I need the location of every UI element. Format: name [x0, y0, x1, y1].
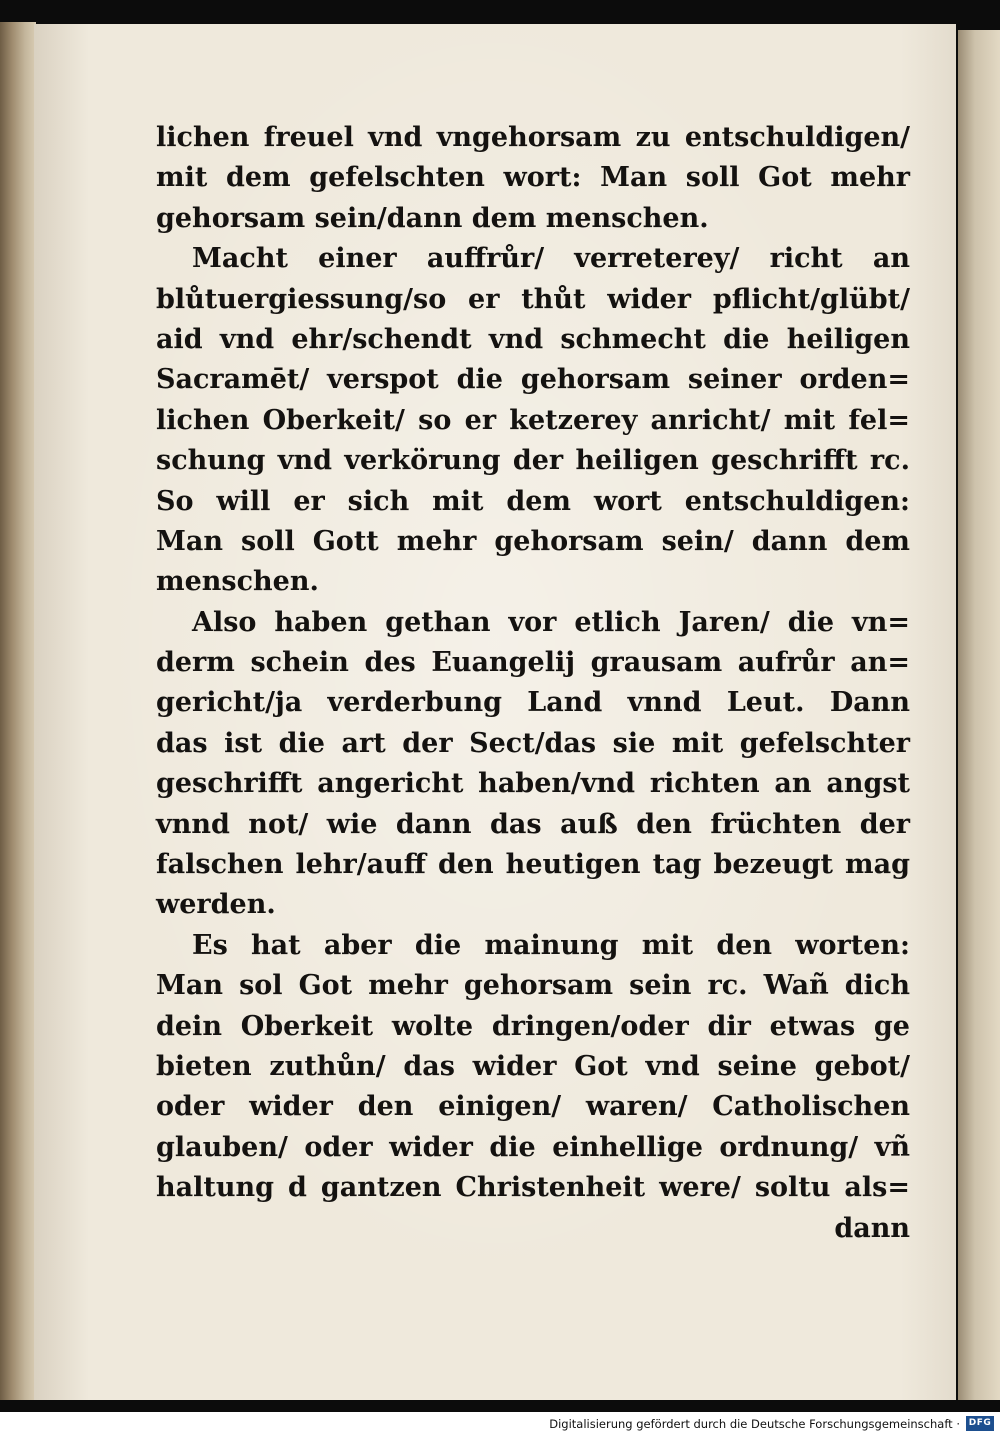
- text-line: menschen.: [156, 566, 319, 598]
- text-line: Es hat aber die mainung mit den worten:: [192, 929, 910, 961]
- catchword: dann: [834, 1212, 910, 1244]
- text-line: falschen lehr/auff den heutigen tag bezeugt mag: [156, 849, 910, 881]
- text-line: dein Oberkeit wolte dringen/oder dir etwas ge: [156, 1010, 910, 1042]
- text-line: haltung d gantzen Christenheit were/ soltu als=: [156, 1172, 910, 1204]
- footer-bar: [0, 1412, 1000, 1437]
- text-line: gehorsam sein/dann dem menschen.: [156, 202, 709, 234]
- text-line: gericht/ja verderbung Land vnnd Leut. Dann: [156, 687, 910, 719]
- dfg-logo-icon: DFG: [966, 1416, 994, 1431]
- text-line: Man sol Got mehr gehorsam sein rc. Wañ dich: [156, 970, 910, 1002]
- text-line: Also haben gethan vor etlich Jaren/ die vn=: [192, 606, 910, 638]
- text-line: Sacramēt/ verspot die gehorsam seiner orden=: [156, 364, 910, 396]
- text-line: glauben/ oder wider die einhellige ordnung/ vñ: [156, 1131, 910, 1163]
- text-line: geschrifft angericht haben/vnd richten an angst: [156, 768, 910, 800]
- text-line: So will er sich mit dem wort entschuldigen:: [156, 485, 910, 517]
- text-line: lichen freuel vnd vngehorsam zu entschuldigen/: [156, 122, 910, 153]
- book-left-edge: [0, 22, 36, 1400]
- digitization-credit: Digitalisierung gefördert durch die Deutsche Forschungsgemeinschaft ·: [549, 1417, 960, 1431]
- text-line: Macht einer auffrůr/ verreterey/ richt an: [192, 243, 910, 275]
- page-text: [156, 118, 910, 1249]
- text-line: vnnd not/ wie dann das auß den früchten der: [156, 808, 910, 840]
- text-line: derm schein des Euangelij grausam aufrůr an=: [156, 647, 910, 679]
- text-line: lichen Oberkeit/ so er ketzerey anricht/ mit fel=: [156, 404, 910, 436]
- text-line: Man soll Gott mehr gehorsam sein/ dann dem: [156, 525, 910, 557]
- text-line: oder wider den einigen/ waren/ Catholischen: [156, 1091, 910, 1123]
- text-line: blůtuergiessung/so er thůt wider pflicht/glübt/: [156, 283, 910, 315]
- text-line: schung vnd verkörung der heiligen geschrifft rc.: [156, 445, 910, 477]
- text-line: bieten zuthůn/ das wider Got vnd seine gebot/: [156, 1050, 910, 1082]
- text-line: aid vnd ehr/schendt vnd schmecht die heiligen: [156, 323, 910, 355]
- book-right-edge: [958, 30, 1000, 1400]
- text-line: mit dem gefelschten wort: Man soll Got mehr: [156, 162, 910, 194]
- text-line: das ist die art der Sect/das sie mit gefelschter: [156, 727, 910, 759]
- text-line: werden.: [156, 889, 276, 921]
